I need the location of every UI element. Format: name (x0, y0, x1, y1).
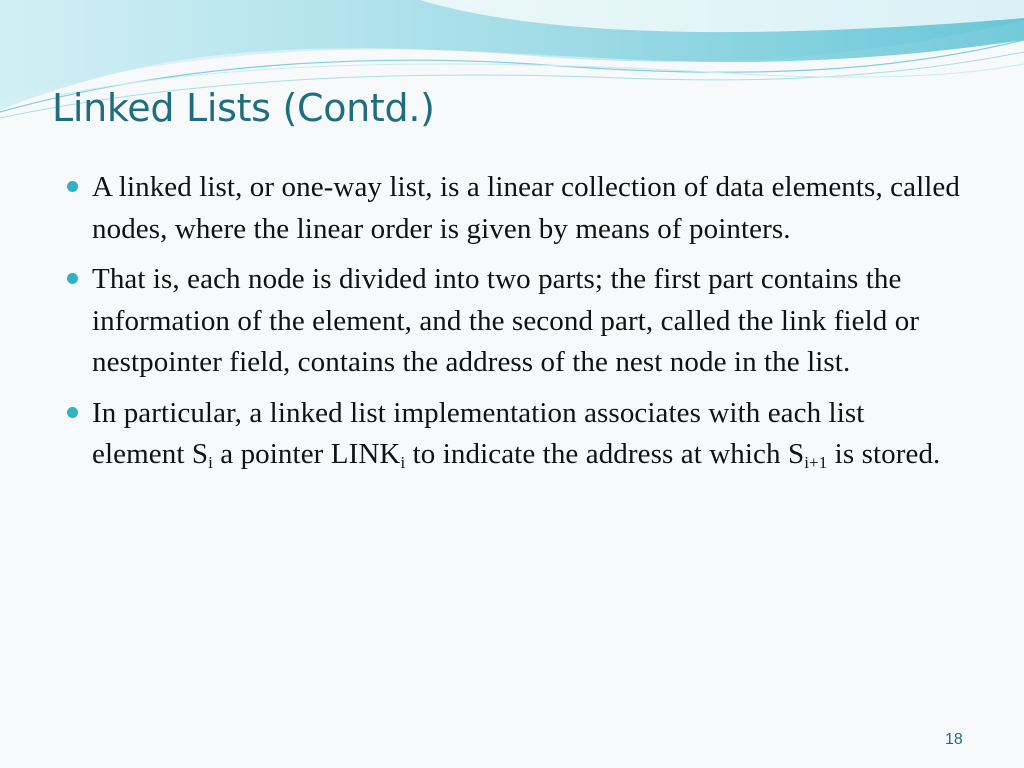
bullet-item-2 (64, 259, 964, 384)
subscript-i: i (400, 453, 406, 472)
bullet-text-3-part-1: In particular, a linked list implementation associates with each list element S (92, 396, 865, 470)
bullet-list (64, 167, 964, 485)
bullet-dot-icon (67, 407, 78, 418)
subscript-i: i (208, 453, 213, 472)
bullet-text-3-part-2: a pointer LINK (212, 438, 401, 470)
subscript-i-plus-1: i+1 (804, 453, 828, 472)
bullet-item-3 (64, 393, 964, 476)
bullet-text-1: A linked list, or one-way list, is a linear collection of data elements, called nodes, where the linear order is given by means of pointers. (92, 171, 960, 245)
bullet-item-1 (64, 167, 964, 250)
bullet-dot-icon (67, 273, 78, 284)
bullet-text-2: That is, each node is divided into two parts; the first part contains the information of the element, and the second part, called the link field or nestpointer field, contains the address of the nest node in the list. (92, 263, 920, 378)
bullet-dot-icon (67, 181, 78, 192)
bullet-text-3-part-4: is stored. (827, 438, 941, 470)
bullet-text-3-part-3: to indicate the address at which S (405, 438, 805, 470)
slide-title: Linked Lists (Contd.) (52, 86, 435, 130)
page-number: 18 (945, 731, 963, 748)
